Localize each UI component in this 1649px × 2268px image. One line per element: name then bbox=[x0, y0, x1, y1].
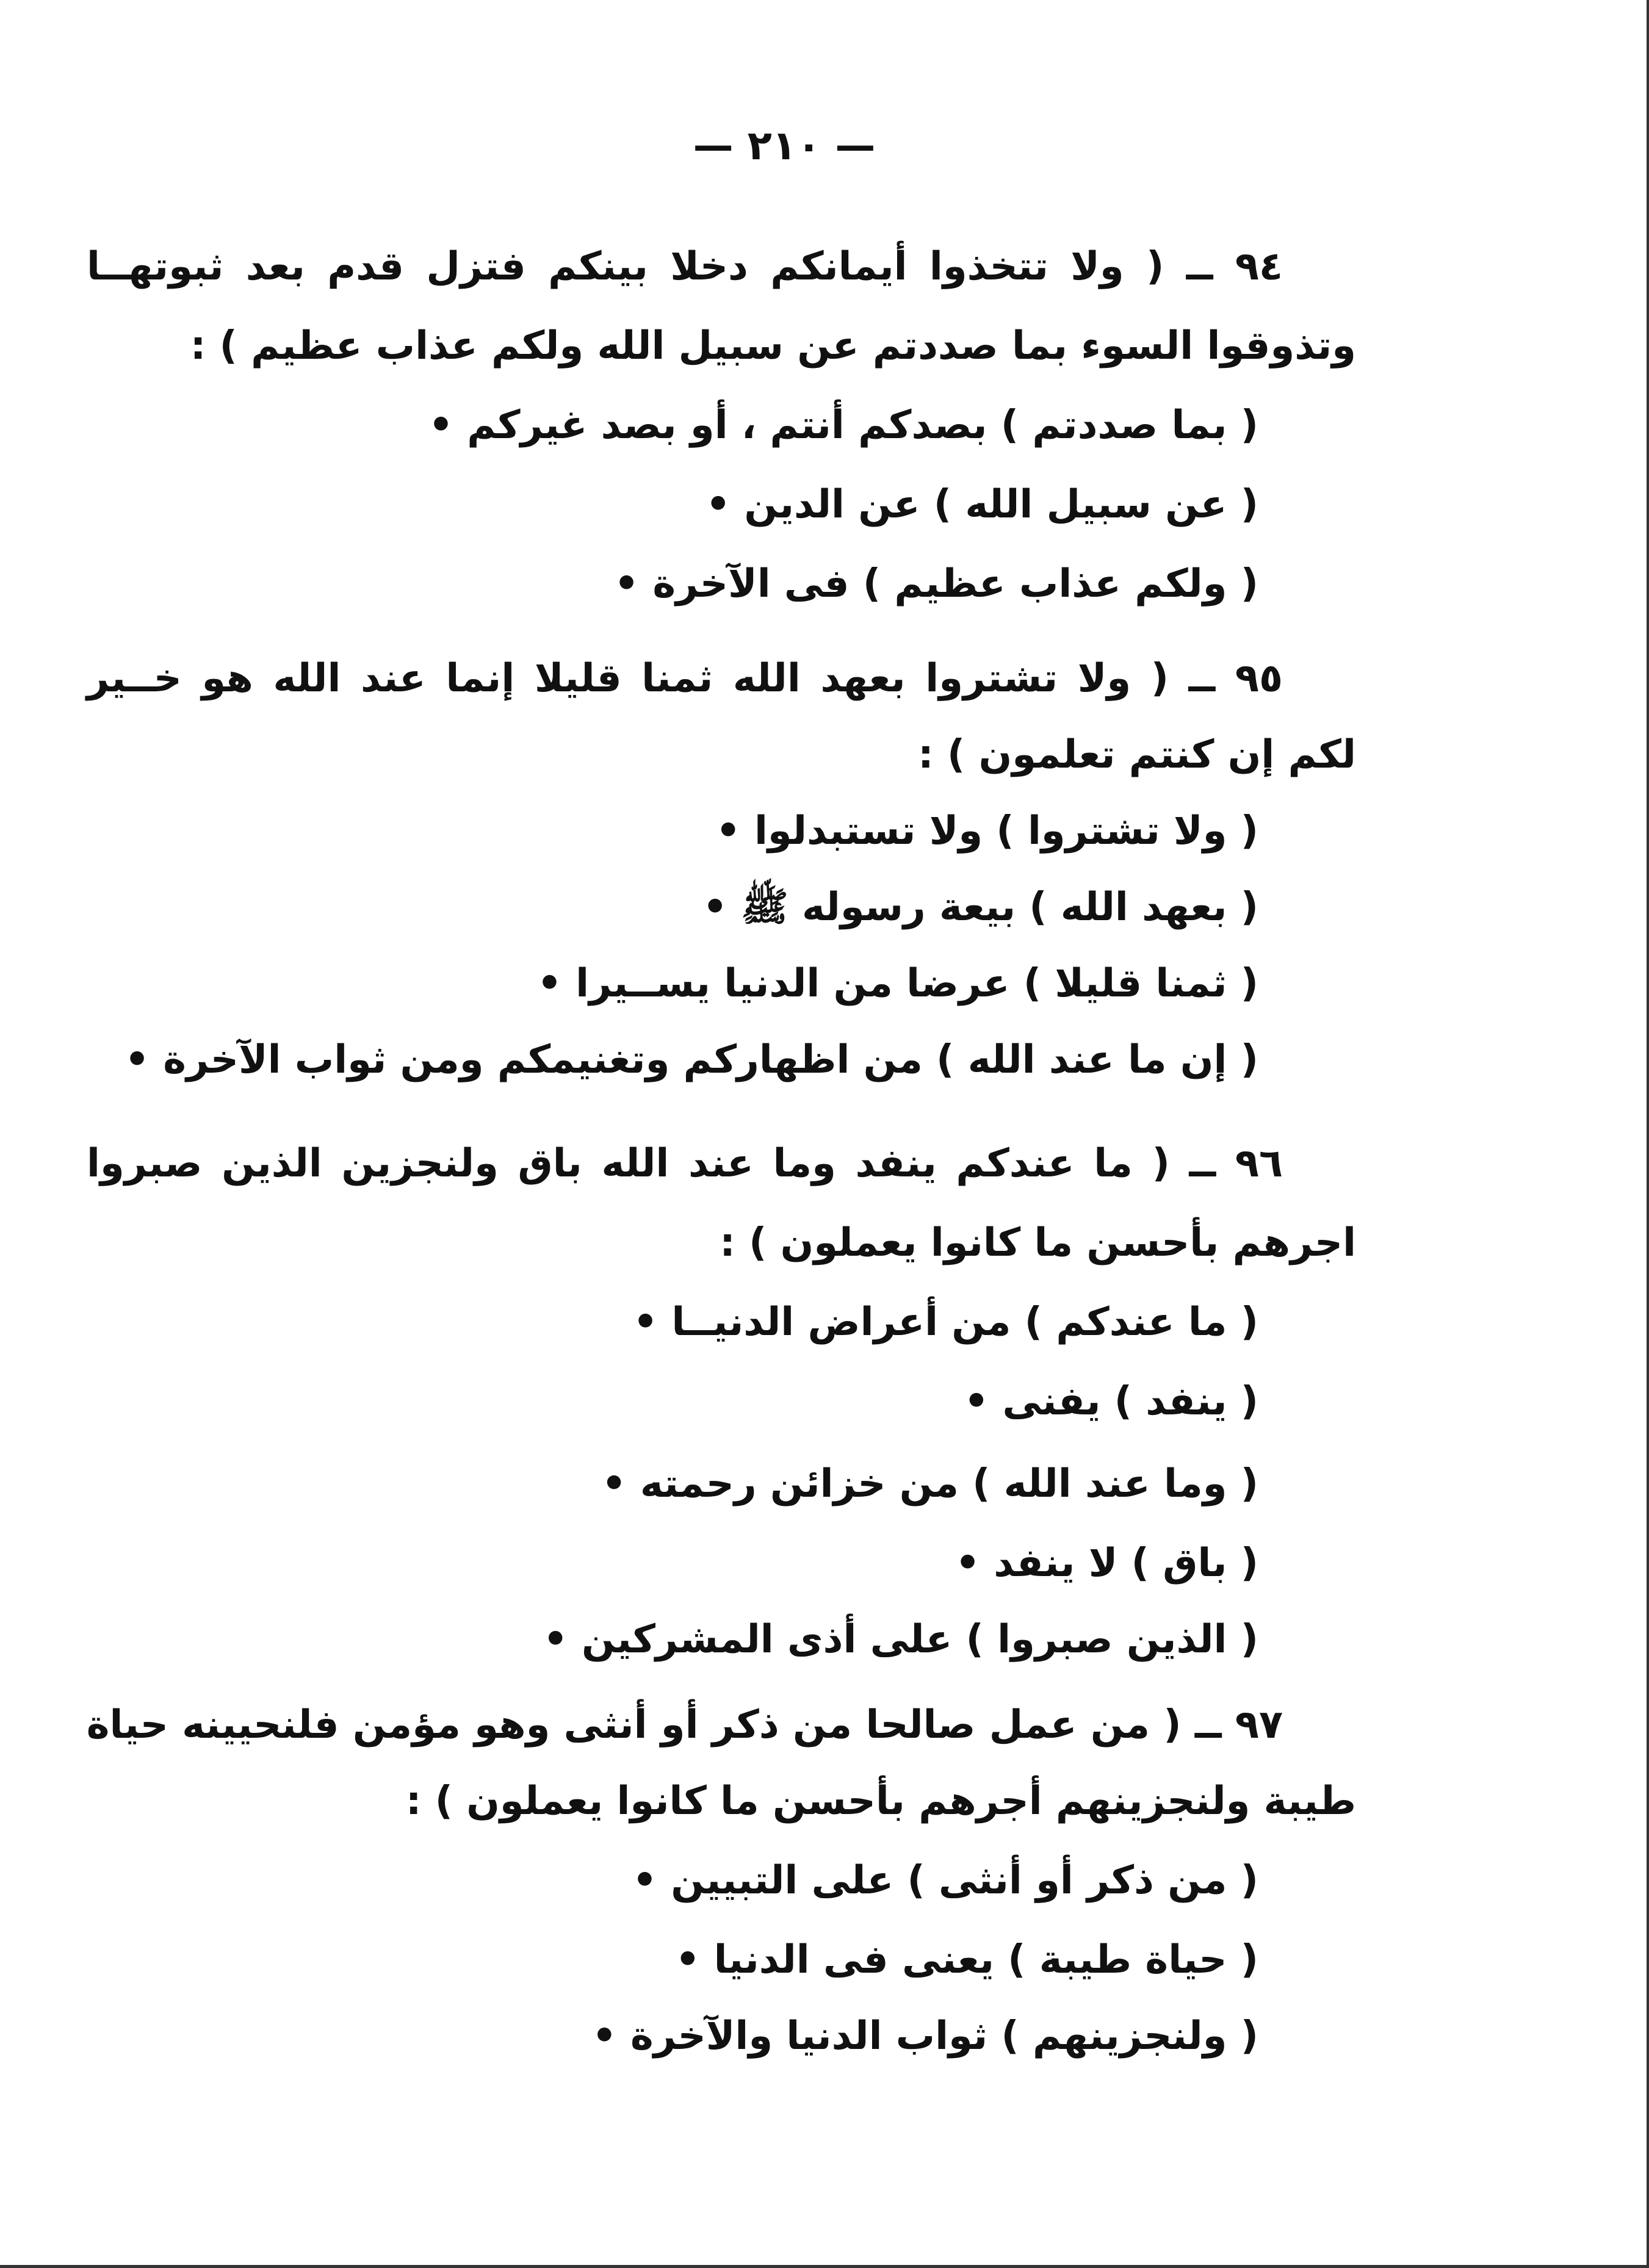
verse-95-line-2: لكم إن كنتم تعلمون ) : bbox=[918, 732, 1356, 777]
verse-95-line-1: ٩٥ ــ ( ولا تشتروا بعهد الله ثمنا قليلا إنما عند الله هو خــير bbox=[87, 656, 1283, 701]
gloss-line: ( حياة طيبة ) يعنى فى الدنيا • bbox=[675, 1937, 1258, 1982]
gloss-line: ( إن ما عند الله ) من اظهاركم وتغنيمكم ومن ثواب الآخرة • bbox=[124, 1037, 1258, 1082]
gloss-line: ( عن سبيل الله ) عن الدين • bbox=[705, 482, 1258, 527]
gloss-line: ( ما عندكم ) من أعراض الدنيــا • bbox=[633, 1300, 1258, 1345]
gloss-line: ( باق ) لا ينفد • bbox=[955, 1541, 1258, 1586]
gloss-line: ( ثمنا قليلا ) عرضا من الدنيا يســيرا • bbox=[536, 961, 1258, 1006]
verse-96-line-2: اجرهم بأحسن ما كانوا يعملون ) : bbox=[720, 1220, 1356, 1265]
gloss-line: ( ولكم عذاب عظيم ) فى الآخرة • bbox=[614, 561, 1258, 607]
gloss-line: ( بعهد الله ) بيعة رسوله ﷺ • bbox=[702, 885, 1258, 930]
gloss-line: ( من ذكر أو أنثى ) على التبيين • bbox=[632, 1858, 1258, 1903]
gloss-line: ( ولنجزينهم ) ثواب الدنيا والآخرة • bbox=[591, 2014, 1258, 2059]
gloss-line: ( ولا تشتروا ) ولا تستبدلوا • bbox=[715, 808, 1258, 854]
page-number: — ٢١٠ — bbox=[693, 122, 876, 169]
verse-94-line-2: وتذوقوا السوء بما صددتم عن سبيل الله ولكم عذاب عظيم ) : bbox=[190, 323, 1356, 369]
gloss-line: ( بما صددتم ) بصدكم أنتم ، أو بصد غيركم • bbox=[428, 403, 1258, 448]
gloss-line: ( الذين صبروا ) على أذى المشركين • bbox=[543, 1617, 1258, 1662]
verse-97-line-2: طيبة ولنجزينهم أجرهم بأحسن ما كانوا يعملون ) : bbox=[405, 1779, 1356, 1824]
verse-96-line-1: ٩٦ ــ ( ما عندكم ينفد وما عند الله باق ولنجزين الذين صبروا bbox=[87, 1141, 1283, 1186]
verse-97-line-1: ٩٧ ــ ( من عمل صالحا من ذكر أو أنثى وهو مؤمن فلنحيينه حياة bbox=[86, 1702, 1283, 1748]
gloss-line: ( وما عند الله ) من خزائن رحمته • bbox=[601, 1461, 1258, 1507]
verse-94-line-1: ٩٤ ــ ( ولا تتخذوا أيمانكم دخلا بينكم فتزل قدم بعد ثبوتهــا bbox=[87, 244, 1283, 289]
gloss-line: ( ينفد ) يفنى • bbox=[964, 1379, 1258, 1424]
